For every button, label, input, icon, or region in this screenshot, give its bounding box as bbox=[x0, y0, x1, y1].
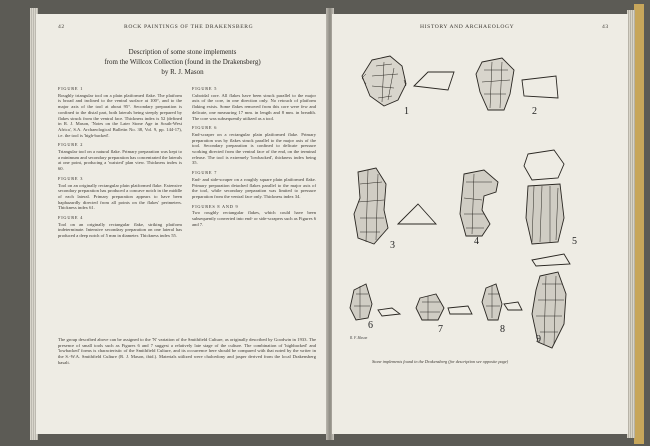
figure-number-9: 9 bbox=[536, 334, 541, 345]
page-edges-right bbox=[627, 10, 635, 438]
stone-tool-fig9-section bbox=[532, 254, 570, 266]
figure-label: FIGURE 2 bbox=[58, 142, 84, 148]
figure-description bbox=[192, 125, 316, 166]
right-running-head: HISTORY AND ARCHAEOLOGY bbox=[420, 24, 515, 30]
stone-tool-fig6-illustration bbox=[350, 284, 400, 320]
figure-text: End-scraper on a rectangular plain platformed flake. Primary preparation was by flakes struck parallel to the major axis of the tool. Secondary preparation is confined to delicate pressure working directed from the ventral face of the end, on the terminal release. The tool is extremely 'lowbacked', thickness index being 35. bbox=[192, 131, 316, 166]
figure-description bbox=[58, 215, 182, 239]
text-column-1 bbox=[58, 86, 182, 243]
figure-text: End- and side-scraper on a roughly square plain platformed flake. Primary preparation detached flakes parallel to the major axis of the tool, while secondary preparation was limited to pressure preparation from the ventral face only. Thickness index 34. bbox=[192, 176, 316, 199]
article-author: by R. J. Mason bbox=[161, 68, 204, 76]
figure-label: FIGURE 1 bbox=[58, 86, 84, 91]
article-title-line2: from the Willcox Collection (found in the Drakensberg) bbox=[104, 58, 261, 66]
left-running-head: ROCK PAINTINGS OF THE DRAKENSBERG bbox=[124, 24, 254, 30]
figure-number-2: 2 bbox=[532, 106, 537, 117]
stone-tool-fig2-section bbox=[522, 76, 558, 98]
figure-number-7: 7 bbox=[438, 324, 443, 335]
figure-number-4: 4 bbox=[474, 236, 479, 247]
figure-description bbox=[192, 204, 316, 228]
figure-description bbox=[192, 86, 316, 121]
figure-label: FIGURE 7 bbox=[192, 170, 218, 176]
figure-text: Tool on an originally rectangular plain platformed flake. Extensive secondary preparation has produced a concave notch in the middle of each lateral. Primary preparation appears to have been haphazardly directed from all points on the flakes' perimeters. Thickness index 61. bbox=[58, 182, 182, 211]
stone-tool-fig3-section bbox=[398, 204, 436, 224]
book-cover-edge bbox=[634, 4, 644, 444]
figure-description bbox=[58, 86, 182, 138]
figure-text: Roughly triangular tool on a plain platformed flake. The platform is broad and inclined to the ventral surface at 100°, and to the major axis of the tool at about 95°. Secondary preparation is confined to the distal part, both laterals being steeply prepared by flakes struck from the ventral face. Thickness index is 52 (defined in R. J. Mason, 'Notes on the Later Stone Age in South-West Africa', S.A. Archaeological Bulletin No. 38, Vol. 9, pp. 144-17), i.e. the tool is 'high-backed'. bbox=[58, 92, 182, 138]
left-page-number: 42 bbox=[58, 24, 65, 30]
figure-number-1: 1 bbox=[404, 106, 409, 117]
figure-label: FIGURE 6 bbox=[192, 125, 218, 131]
figure-text: Cuboidal core. All flakes have been struck parallel to the major axis of the core, in one direction only. No retouch of platform flaking exists. Some flakes removed from this core were few and delicate, one measuring 17 mm. in length and 8 mm. in breadth. The core was subsequently utilized as a tool. bbox=[192, 92, 316, 121]
figure-description bbox=[58, 176, 182, 211]
stone-tool-fig7-illustration bbox=[416, 294, 472, 320]
figure-number-5: 5 bbox=[572, 236, 577, 247]
stone-core-fig5-illustration bbox=[524, 150, 564, 244]
stone-tool-fig1-illustration bbox=[362, 56, 406, 106]
summary-paragraph: The group described above can be assigned to the 'N' variation of the Smithfield Culture, as originally described by Goodwin in 1933. The presence of small tools such as Figures 6 and 7 suggest a relatively late stage of the culture. The combination of 'highbacked' and 'lowbacked' forms is characteristic of the Smithfield Culture, and its occurrence here should be compared with that noted by the writer in the S.-W.A. Smithfield Culture (R. J. Mason, ibid.). Materials utilized were chalcedony and jasper derived from the local Drakensberg basalt. bbox=[58, 337, 316, 365]
figure-label: FIGURE 3 bbox=[58, 175, 84, 181]
figure-text: Two roughly rectangular flakes, which could have been subsequently converted into end- or side-scrapers such as Figures 6 and 7. bbox=[192, 210, 316, 227]
figure-label: FIGURE 5 bbox=[192, 86, 218, 91]
figure-text: Triangular tool on a natural flake. Primary preparation was kept to a minimum and secondary preparation has concentrated the laterals at one point, producing a 'waisted' plan view. Thickness index is 60. bbox=[58, 149, 182, 172]
artist-signature: R. F. Mason bbox=[350, 336, 368, 340]
figure-text: Tool on an originally rectangular flake, striking platform indeterminate. Intensive secondary preparation on one lateral has produced a deep notch of 5 mm in diameter. Thickness index 55. bbox=[58, 221, 182, 239]
right-page bbox=[332, 14, 628, 434]
figure-number-3: 3 bbox=[390, 240, 395, 251]
stone-implements-plate bbox=[332, 14, 628, 434]
stone-tool-fig3-illustration bbox=[354, 168, 388, 244]
left-page bbox=[36, 14, 329, 434]
figure-number-6: 6 bbox=[368, 320, 373, 331]
stone-tool-fig2-illustration bbox=[476, 58, 514, 110]
figure-description bbox=[192, 170, 316, 200]
stone-tool-fig1-section bbox=[414, 72, 454, 90]
figure-label: FIGURES 8 AND 9 bbox=[192, 203, 239, 209]
stone-tool-fig8-illustration bbox=[482, 284, 522, 320]
article-title-line1: Description of some stone implements bbox=[128, 48, 237, 56]
figure-description bbox=[58, 142, 182, 172]
right-page-number: 43 bbox=[602, 24, 609, 30]
text-column-2 bbox=[192, 86, 316, 231]
figure-label: FIGURE 4 bbox=[58, 215, 84, 221]
figure-number-8: 8 bbox=[500, 324, 505, 335]
plate-caption: Stone implements found in the Drakensberg (for description see opposite page) bbox=[372, 359, 509, 364]
stone-tool-fig4-illustration bbox=[460, 170, 498, 236]
